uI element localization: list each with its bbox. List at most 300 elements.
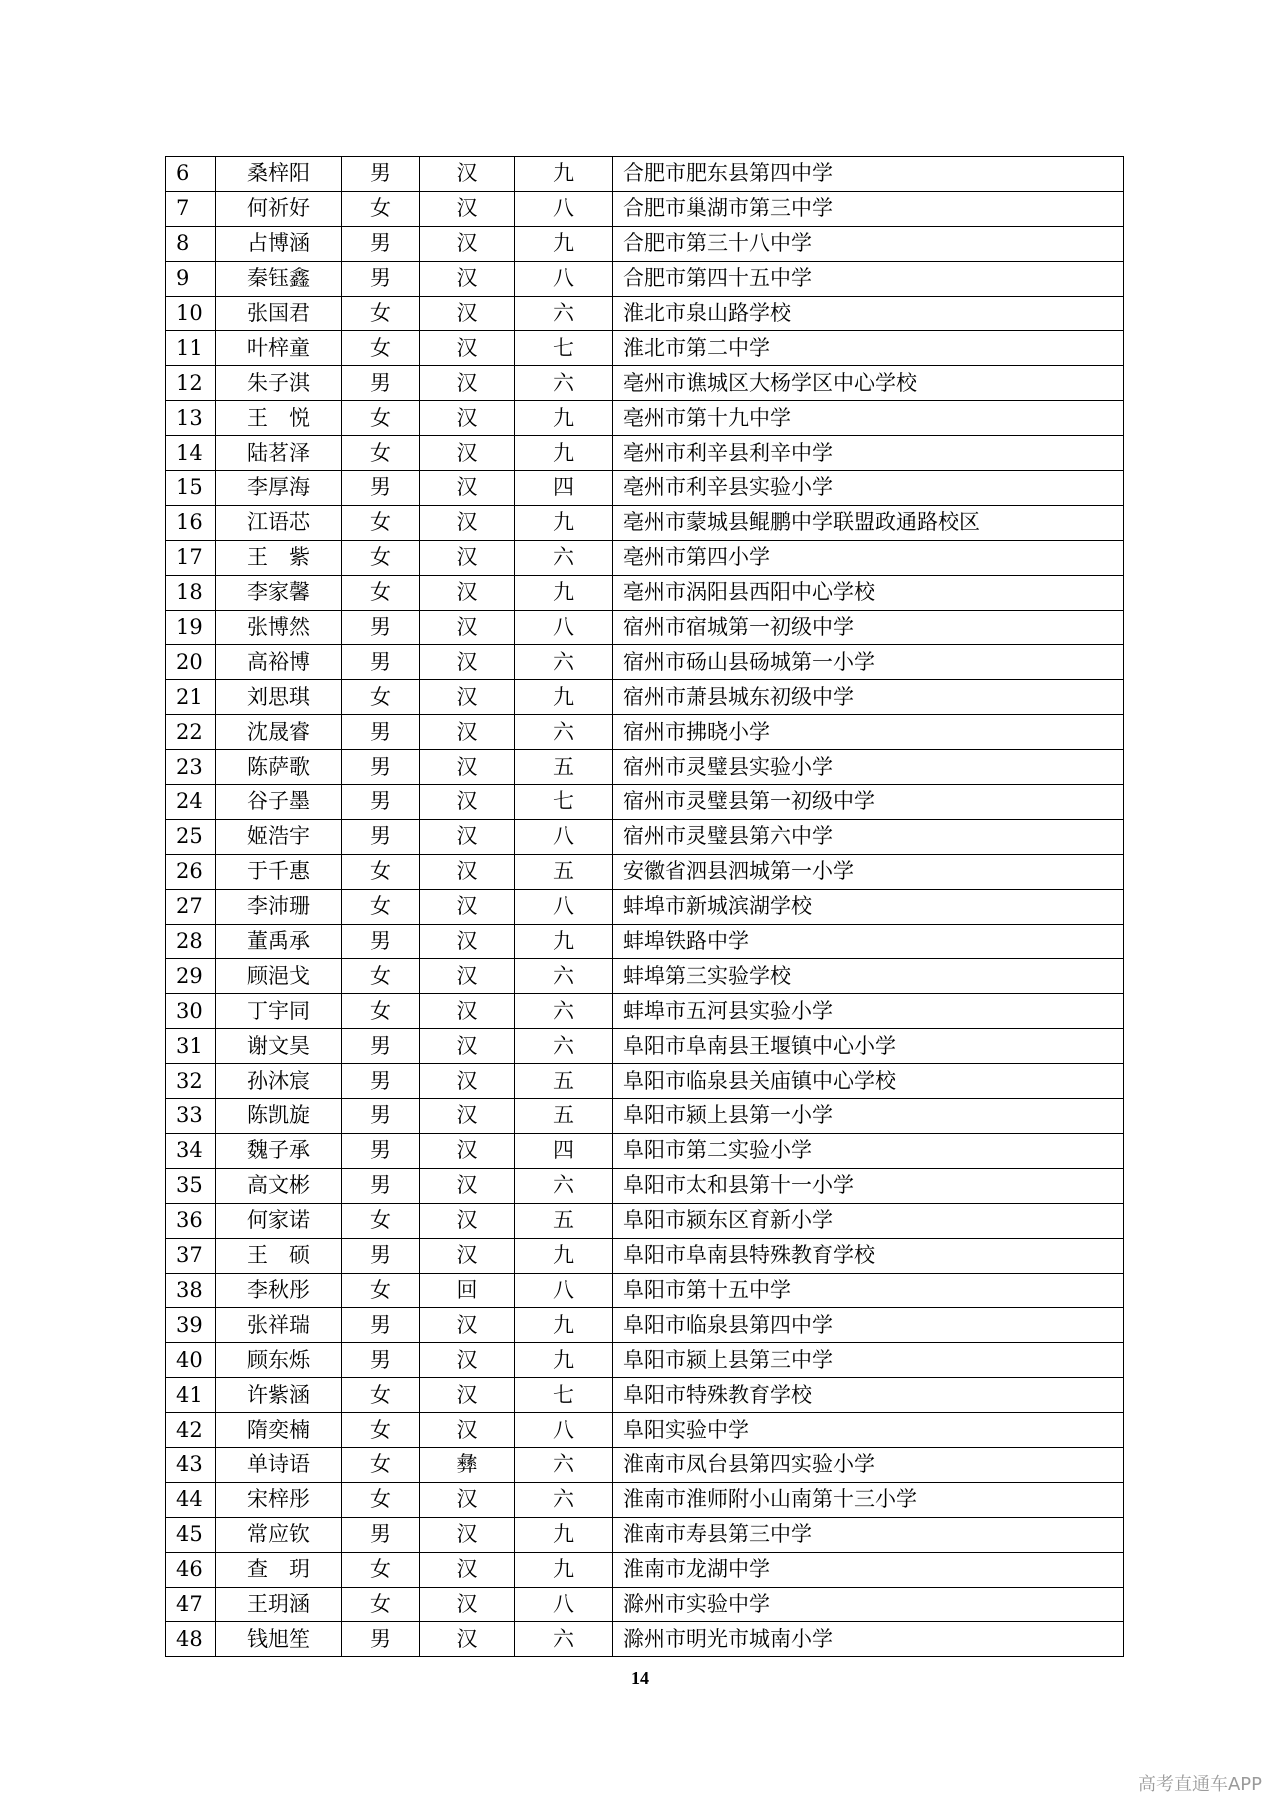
student-ethnicity: 汉: [420, 750, 515, 785]
student-ethnicity: 汉: [420, 1168, 515, 1203]
table-row: [166, 994, 1124, 1029]
student-name: 宋梓彤: [216, 1482, 342, 1517]
student-name: 孙沐宸: [216, 1064, 342, 1099]
student-ethnicity: 汉: [420, 1587, 515, 1622]
row-number: 24: [166, 785, 216, 820]
student-school: 阜阳市颍东区育新小学: [613, 1203, 1124, 1238]
student-grade: 五: [515, 1064, 613, 1099]
student-school: 合肥市巢湖市第三中学: [613, 191, 1124, 226]
row-number: 29: [166, 959, 216, 994]
student-school: 宿州市萧县城东初级中学: [613, 680, 1124, 715]
student-name: 董禹承: [216, 924, 342, 959]
row-number: 42: [166, 1413, 216, 1448]
table-row: [166, 157, 1124, 192]
student-name: 刘思琪: [216, 680, 342, 715]
student-sex: 女: [342, 1552, 420, 1587]
student-ethnicity: 汉: [420, 1552, 515, 1587]
student-grade: 五: [515, 854, 613, 889]
table-row: [166, 1482, 1124, 1517]
student-grade: 八: [515, 1413, 613, 1448]
student-school: 亳州市第四小学: [613, 540, 1124, 575]
student-sex: 女: [342, 994, 420, 1029]
student-school: 淮南市凤台县第四实验小学: [613, 1447, 1124, 1482]
student-grade: 七: [515, 1378, 613, 1413]
student-sex: 男: [342, 1238, 420, 1273]
table-row: [166, 1552, 1124, 1587]
student-school: 淮南市寿县第三中学: [613, 1517, 1124, 1552]
student-school: 宿州市灵璧县第一初级中学: [613, 785, 1124, 820]
student-ethnicity: 汉: [420, 1238, 515, 1273]
student-grade: 九: [515, 1552, 613, 1587]
student-ethnicity: 汉: [420, 1099, 515, 1134]
student-school: 亳州市利辛县利辛中学: [613, 436, 1124, 471]
student-sex: 男: [342, 924, 420, 959]
row-number: 38: [166, 1273, 216, 1308]
table-row: [166, 645, 1124, 680]
student-school: 阜阳市第十五中学: [613, 1273, 1124, 1308]
student-sex: 男: [342, 1308, 420, 1343]
student-sex: 女: [342, 191, 420, 226]
student-sex: 女: [342, 1378, 420, 1413]
table-row: [166, 959, 1124, 994]
student-name: 张国君: [216, 296, 342, 331]
table-row: [166, 1622, 1124, 1657]
table-row: [166, 1203, 1124, 1238]
row-number: 30: [166, 994, 216, 1029]
student-sex: 女: [342, 1273, 420, 1308]
student-ethnicity: 汉: [420, 1308, 515, 1343]
student-grade: 八: [515, 889, 613, 924]
student-ethnicity: 汉: [420, 854, 515, 889]
student-school: 蚌埠铁路中学: [613, 924, 1124, 959]
student-sex: 女: [342, 1203, 420, 1238]
student-sex: 男: [342, 819, 420, 854]
student-sex: 男: [342, 1168, 420, 1203]
student-school: 淮北市第二中学: [613, 331, 1124, 366]
row-number: 15: [166, 471, 216, 506]
student-grade: 六: [515, 715, 613, 750]
student-name: 李厚海: [216, 471, 342, 506]
table-row: [166, 505, 1124, 540]
roster-table-container: [165, 156, 1123, 1657]
student-name: 王 硕: [216, 1238, 342, 1273]
row-number: 40: [166, 1343, 216, 1378]
student-school: 滁州市实验中学: [613, 1587, 1124, 1622]
student-grade: 五: [515, 1203, 613, 1238]
student-ethnicity: 汉: [420, 1203, 515, 1238]
student-school: 宿州市拂晓小学: [613, 715, 1124, 750]
student-ethnicity: 汉: [420, 401, 515, 436]
row-number: 22: [166, 715, 216, 750]
row-number: 6: [166, 157, 216, 192]
row-number: 44: [166, 1482, 216, 1517]
student-ethnicity: 汉: [420, 505, 515, 540]
student-name: 李家馨: [216, 575, 342, 610]
student-ethnicity: 汉: [420, 1482, 515, 1517]
student-school: 阜阳市特殊教育学校: [613, 1378, 1124, 1413]
row-number: 35: [166, 1168, 216, 1203]
row-number: 23: [166, 750, 216, 785]
student-name: 沈晟睿: [216, 715, 342, 750]
row-number: 9: [166, 261, 216, 296]
student-ethnicity: 汉: [420, 575, 515, 610]
student-name: 桑梓阳: [216, 157, 342, 192]
student-grade: 九: [515, 226, 613, 261]
student-school: 阜阳市阜南县特殊教育学校: [613, 1238, 1124, 1273]
table-row: [166, 401, 1124, 436]
student-school: 安徽省泗县泗城第一小学: [613, 854, 1124, 889]
student-sex: 男: [342, 157, 420, 192]
row-number: 48: [166, 1622, 216, 1657]
student-name: 钱旭笙: [216, 1622, 342, 1657]
student-ethnicity: 汉: [420, 331, 515, 366]
student-sex: 女: [342, 1482, 420, 1517]
student-sex: 男: [342, 785, 420, 820]
student-ethnicity: 汉: [420, 959, 515, 994]
student-sex: 男: [342, 226, 420, 261]
student-sex: 男: [342, 645, 420, 680]
student-school: 阜阳市太和县第十一小学: [613, 1168, 1124, 1203]
student-sex: 女: [342, 505, 420, 540]
student-sex: 男: [342, 1133, 420, 1168]
student-school: 合肥市肥东县第四中学: [613, 157, 1124, 192]
student-name: 秦钰鑫: [216, 261, 342, 296]
row-number: 7: [166, 191, 216, 226]
student-grade: 八: [515, 819, 613, 854]
student-name: 占博涵: [216, 226, 342, 261]
roster-table-body: [166, 157, 1124, 1657]
student-school: 合肥市第四十五中学: [613, 261, 1124, 296]
student-name: 陆茗泽: [216, 436, 342, 471]
student-grade: 六: [515, 1622, 613, 1657]
student-ethnicity: 汉: [420, 1413, 515, 1448]
student-school: 宿州市灵璧县实验小学: [613, 750, 1124, 785]
student-ethnicity: 汉: [420, 471, 515, 506]
student-sex: 男: [342, 1064, 420, 1099]
student-name: 谷子墨: [216, 785, 342, 820]
row-number: 13: [166, 401, 216, 436]
student-grade: 五: [515, 750, 613, 785]
student-name: 隋奕楠: [216, 1413, 342, 1448]
student-ethnicity: 汉: [420, 680, 515, 715]
row-number: 25: [166, 819, 216, 854]
student-sex: 女: [342, 854, 420, 889]
student-ethnicity: 回: [420, 1273, 515, 1308]
table-row: [166, 680, 1124, 715]
student-name: 许紫涵: [216, 1378, 342, 1413]
student-ethnicity: 汉: [420, 1064, 515, 1099]
student-grade: 六: [515, 1482, 613, 1517]
table-row: [166, 819, 1124, 854]
student-sex: 男: [342, 1343, 420, 1378]
table-row: [166, 1238, 1124, 1273]
table-row: [166, 1587, 1124, 1622]
student-school: 亳州市第十九中学: [613, 401, 1124, 436]
table-row: [166, 1308, 1124, 1343]
student-name: 叶梓童: [216, 331, 342, 366]
student-school: 蚌埠第三实验学校: [613, 959, 1124, 994]
row-number: 19: [166, 610, 216, 645]
table-row: [166, 785, 1124, 820]
table-row: [166, 889, 1124, 924]
student-school: 阜阳市第二实验小学: [613, 1133, 1124, 1168]
row-number: 47: [166, 1587, 216, 1622]
row-number: 43: [166, 1447, 216, 1482]
student-grade: 六: [515, 1447, 613, 1482]
student-ethnicity: 汉: [420, 1343, 515, 1378]
student-name: 高裕博: [216, 645, 342, 680]
student-name: 江语芯: [216, 505, 342, 540]
student-school: 宿州市灵璧县第六中学: [613, 819, 1124, 854]
student-name: 顾东烁: [216, 1343, 342, 1378]
student-grade: 四: [515, 471, 613, 506]
row-number: 46: [166, 1552, 216, 1587]
student-ethnicity: 汉: [420, 1029, 515, 1064]
student-school: 蚌埠市五河县实验小学: [613, 994, 1124, 1029]
row-number: 17: [166, 540, 216, 575]
student-school: 阜阳实验中学: [613, 1413, 1124, 1448]
row-number: 21: [166, 680, 216, 715]
student-school: 阜阳市临泉县关庙镇中心学校: [613, 1064, 1124, 1099]
table-row: [166, 575, 1124, 610]
student-grade: 九: [515, 157, 613, 192]
student-ethnicity: 汉: [420, 296, 515, 331]
student-grade: 六: [515, 1168, 613, 1203]
student-grade: 八: [515, 1587, 613, 1622]
student-ethnicity: 汉: [420, 366, 515, 401]
student-ethnicity: 汉: [420, 819, 515, 854]
row-number: 8: [166, 226, 216, 261]
student-sex: 男: [342, 1517, 420, 1552]
student-school: 亳州市蒙城县鲲鹏中学联盟政通路校区: [613, 505, 1124, 540]
table-row: [166, 1413, 1124, 1448]
student-grade: 八: [515, 1273, 613, 1308]
student-name: 魏子承: [216, 1133, 342, 1168]
row-number: 14: [166, 436, 216, 471]
row-number: 11: [166, 331, 216, 366]
student-name: 何祈好: [216, 191, 342, 226]
student-grade: 六: [515, 296, 613, 331]
table-row: [166, 854, 1124, 889]
student-sex: 男: [342, 610, 420, 645]
student-grade: 七: [515, 785, 613, 820]
student-grade: 六: [515, 366, 613, 401]
row-number: 12: [166, 366, 216, 401]
table-row: [166, 436, 1124, 471]
student-school: 宿州市砀山县砀城第一小学: [613, 645, 1124, 680]
student-school: 阜阳市阜南县王堰镇中心小学: [613, 1029, 1124, 1064]
table-row: [166, 261, 1124, 296]
student-name: 王 紫: [216, 540, 342, 575]
student-grade: 六: [515, 1029, 613, 1064]
student-school: 亳州市谯城区大杨学区中心学校: [613, 366, 1124, 401]
student-name: 顾浥戈: [216, 959, 342, 994]
student-sex: 男: [342, 1622, 420, 1657]
table-row: [166, 715, 1124, 750]
student-sex: 女: [342, 680, 420, 715]
student-grade: 九: [515, 436, 613, 471]
table-row: [166, 1517, 1124, 1552]
table-row: [166, 924, 1124, 959]
student-name: 丁宇同: [216, 994, 342, 1029]
student-grade: 八: [515, 191, 613, 226]
student-school: 阜阳市临泉县第四中学: [613, 1308, 1124, 1343]
student-sex: 女: [342, 1447, 420, 1482]
table-row: [166, 1168, 1124, 1203]
student-name: 王玥涵: [216, 1587, 342, 1622]
roster-table: [165, 156, 1124, 1657]
student-grade: 九: [515, 401, 613, 436]
row-number: 45: [166, 1517, 216, 1552]
table-row: [166, 540, 1124, 575]
student-grade: 六: [515, 959, 613, 994]
student-grade: 九: [515, 575, 613, 610]
student-sex: 女: [342, 575, 420, 610]
student-school: 阜阳市颍上县第一小学: [613, 1099, 1124, 1134]
student-name: 张祥瑞: [216, 1308, 342, 1343]
student-grade: 八: [515, 610, 613, 645]
student-school: 亳州市利辛县实验小学: [613, 471, 1124, 506]
student-sex: 男: [342, 366, 420, 401]
student-ethnicity: 汉: [420, 924, 515, 959]
student-ethnicity: 汉: [420, 226, 515, 261]
table-row: [166, 191, 1124, 226]
table-row: [166, 331, 1124, 366]
row-number: 37: [166, 1238, 216, 1273]
student-school: 亳州市涡阳县西阳中心学校: [613, 575, 1124, 610]
student-name: 陈凯旋: [216, 1099, 342, 1134]
table-row: [166, 226, 1124, 261]
row-number: 36: [166, 1203, 216, 1238]
student-sex: 女: [342, 296, 420, 331]
student-ethnicity: 汉: [420, 645, 515, 680]
student-sex: 男: [342, 1029, 420, 1064]
student-sex: 男: [342, 261, 420, 296]
table-row: [166, 1099, 1124, 1134]
table-row: [166, 471, 1124, 506]
row-number: 33: [166, 1099, 216, 1134]
student-name: 李沛珊: [216, 889, 342, 924]
student-sex: 女: [342, 959, 420, 994]
table-row: [166, 1029, 1124, 1064]
student-school: 蚌埠市新城滨湖学校: [613, 889, 1124, 924]
student-grade: 九: [515, 924, 613, 959]
student-ethnicity: 汉: [420, 261, 515, 296]
student-ethnicity: 汉: [420, 157, 515, 192]
student-ethnicity: 汉: [420, 191, 515, 226]
student-grade: 九: [515, 680, 613, 715]
page-number: 14: [631, 1668, 649, 1688]
student-name: 高文彬: [216, 1168, 342, 1203]
row-number: 20: [166, 645, 216, 680]
row-number: 41: [166, 1378, 216, 1413]
student-name: 陈萨歌: [216, 750, 342, 785]
student-grade: 九: [515, 1517, 613, 1552]
row-number: 31: [166, 1029, 216, 1064]
student-name: 朱子淇: [216, 366, 342, 401]
student-name: 何家诺: [216, 1203, 342, 1238]
student-grade: 四: [515, 1133, 613, 1168]
student-school: 淮南市龙湖中学: [613, 1552, 1124, 1587]
student-grade: 六: [515, 994, 613, 1029]
student-grade: 九: [515, 1343, 613, 1378]
table-row: [166, 366, 1124, 401]
row-number: 16: [166, 505, 216, 540]
student-school: 阜阳市颍上县第三中学: [613, 1343, 1124, 1378]
student-grade: 六: [515, 645, 613, 680]
student-ethnicity: 汉: [420, 715, 515, 750]
student-ethnicity: 彝: [420, 1447, 515, 1482]
student-sex: 男: [342, 1099, 420, 1134]
row-number: 18: [166, 575, 216, 610]
student-sex: 女: [342, 331, 420, 366]
student-grade: 七: [515, 331, 613, 366]
table-row: [166, 1133, 1124, 1168]
watermark: 高考直通车APP: [1137, 1774, 1262, 1795]
student-sex: 男: [342, 750, 420, 785]
student-name: 于千惠: [216, 854, 342, 889]
student-sex: 女: [342, 540, 420, 575]
student-ethnicity: 汉: [420, 785, 515, 820]
table-row: [166, 1064, 1124, 1099]
table-row: [166, 296, 1124, 331]
student-sex: 男: [342, 715, 420, 750]
row-number: 28: [166, 924, 216, 959]
student-name: 李秋彤: [216, 1273, 342, 1308]
table-row: [166, 1447, 1124, 1482]
student-ethnicity: 汉: [420, 610, 515, 645]
row-number: 27: [166, 889, 216, 924]
student-sex: 女: [342, 1587, 420, 1622]
row-number: 32: [166, 1064, 216, 1099]
student-ethnicity: 汉: [420, 994, 515, 1029]
student-school: 宿州市宿城第一初级中学: [613, 610, 1124, 645]
student-grade: 八: [515, 261, 613, 296]
student-sex: 女: [342, 436, 420, 471]
student-ethnicity: 汉: [420, 540, 515, 575]
student-school: 淮南市淮师附小山南第十三小学: [613, 1482, 1124, 1517]
student-name: 谢文昊: [216, 1029, 342, 1064]
table-row: [166, 1378, 1124, 1413]
row-number: 34: [166, 1133, 216, 1168]
row-number: 26: [166, 854, 216, 889]
student-sex: 女: [342, 889, 420, 924]
student-ethnicity: 汉: [420, 1622, 515, 1657]
student-ethnicity: 汉: [420, 1517, 515, 1552]
student-ethnicity: 汉: [420, 1378, 515, 1413]
table-row: [166, 1273, 1124, 1308]
table-row: [166, 750, 1124, 785]
student-ethnicity: 汉: [420, 889, 515, 924]
table-row: [166, 610, 1124, 645]
student-sex: 女: [342, 401, 420, 436]
student-school: 淮北市泉山路学校: [613, 296, 1124, 331]
student-school: 滁州市明光市城南小学: [613, 1622, 1124, 1657]
row-number: 10: [166, 296, 216, 331]
table-row: [166, 1343, 1124, 1378]
student-name: 张博然: [216, 610, 342, 645]
student-grade: 九: [515, 1308, 613, 1343]
student-grade: 六: [515, 540, 613, 575]
student-name: 单诗语: [216, 1447, 342, 1482]
student-sex: 女: [342, 1413, 420, 1448]
student-grade: 五: [515, 1099, 613, 1134]
student-name: 常应钦: [216, 1517, 342, 1552]
row-number: 39: [166, 1308, 216, 1343]
student-grade: 九: [515, 1238, 613, 1273]
student-ethnicity: 汉: [420, 1133, 515, 1168]
student-grade: 九: [515, 505, 613, 540]
